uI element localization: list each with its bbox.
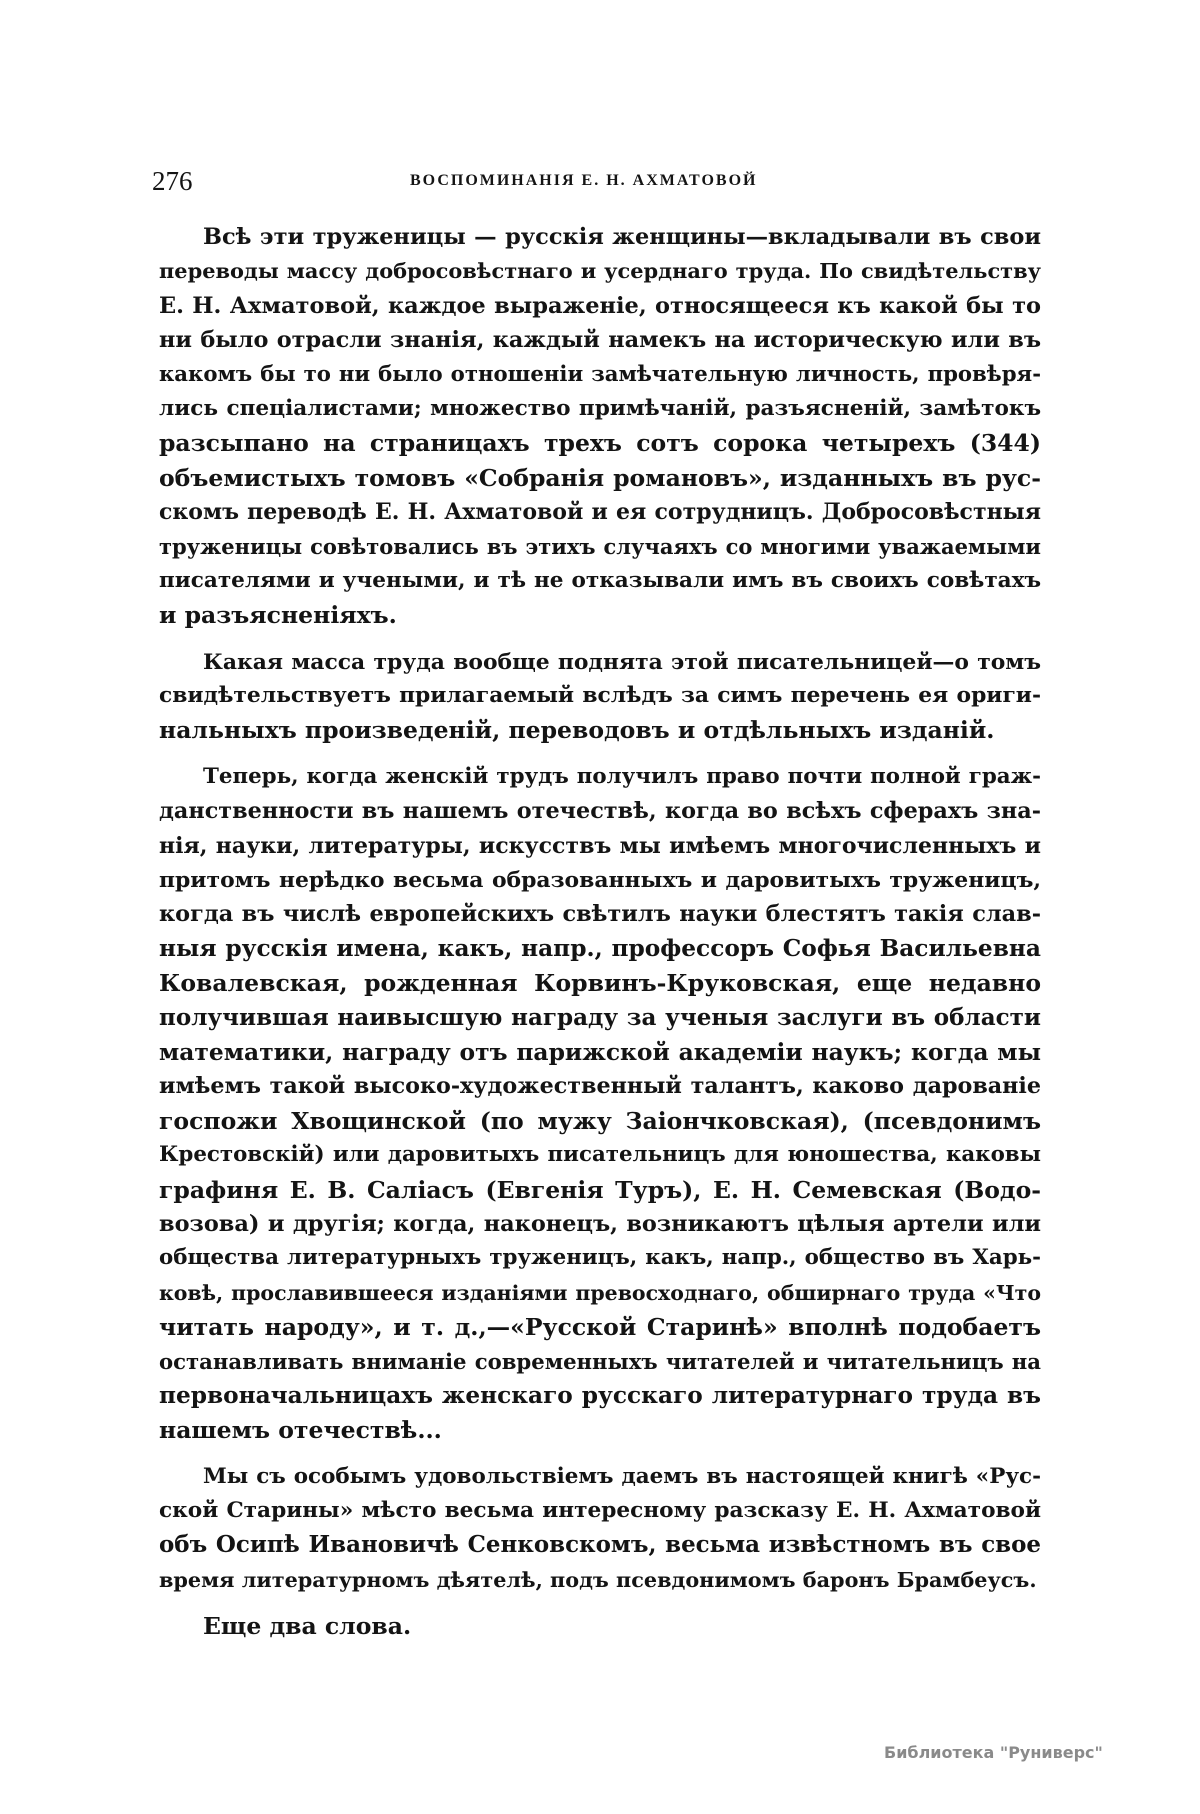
text-line: притомъ нерѣдко весьма образованныхъ и даровитыхъ труженицъ, (159, 867, 1041, 894)
text-line: ни было отрасли знанія, каждый намекъ на историческую или въ (159, 327, 1041, 354)
text-line: объ Осипѣ Ивановичѣ Сенковскомъ, весьма извѣстномъ въ свое (159, 1531, 1041, 1559)
running-head: ВОСПОМИНАНІЯ Е. Н. АХМАТОВОЙ (410, 172, 758, 189)
text-line: нальныхъ произведеній, переводовъ и отдѣльныхъ изданій. (159, 716, 995, 745)
text-line: труженицы совѣтовались въ этихъ случаяхъ со многими уважаемыми (159, 533, 1041, 559)
text-line: нія, науки, литературы, искусствъ мы имѣемъ многочисленныхъ и (159, 832, 1041, 859)
text-line: Какая масса труда вообще поднята этой писательницей—о томъ (203, 648, 1041, 675)
library-watermark: Библиотека "Руниверс" (884, 1743, 1103, 1762)
text-line: писателями и учеными, и тѣ не отказывали имъ въ своихъ совѣтахъ (159, 567, 1041, 593)
text-line: госпожи Хвощинской (по мужу Заіончковская), (псевдонимъ (159, 1106, 1041, 1135)
text-line: имѣемъ такой высоко-художественный талантъ, каково дарованіе (159, 1073, 1041, 1100)
text-line: графиня Е. В. Саліасъ (Евгенія Туръ), Е. Н. Семевская (Водо- (159, 1175, 1041, 1204)
text-line: скомъ переводѣ Е. Н. Ахматовой и ея сотрудницъ. Добросовѣстныя (159, 499, 1041, 526)
text-line: Теперь, когда женскій трудъ получилъ право почти полной граж- (203, 763, 1041, 789)
text-line: Крестовскій) или даровитыхъ писательницъ для юношества, каковы (159, 1142, 1041, 1168)
text-line: свидѣтельствуетъ прилагаемый вслѣдъ за симъ перечень ея ориги- (159, 683, 1041, 709)
text-line: время литературномъ дѣятелѣ, подъ псевдонимомъ баронъ Брамбеусъ. (159, 1567, 1037, 1592)
text-line: Ковалевская, рожденная Корвинъ-Круковская, еще недавно (159, 969, 1041, 998)
page-number: 276 (152, 166, 193, 196)
paragraph (159, 760, 1041, 1448)
text-line: Е. Н. Ахматовой, каждое выраженіе, относящееся къ какой бы то (159, 292, 1041, 319)
paragraph (159, 1460, 1041, 1598)
text-line: останавливать вниманіе современныхъ читателей и читательницъ на (159, 1348, 1041, 1374)
text-line: первоначальницахъ женскаго русскаго литературнаго труда въ (159, 1381, 1041, 1409)
text-line: какомъ бы то ни было отношеніи замѣчательную личность, провѣря- (159, 361, 1041, 387)
paragraph (159, 1609, 1041, 1643)
text-line: получившая наивысшую награду за ученыя заслуги въ области (159, 1003, 1041, 1031)
text-line: возова) и другія; когда, наконецъ, возникаютъ цѣлыя артели или (159, 1210, 1041, 1237)
text-line: переводы массу добросовѣстнаго и усерднаго труда. По свидѣтельству (159, 258, 1041, 284)
text-line: разсыпано на страницахъ трехъ сотъ сорока четырехъ (344) (159, 429, 1041, 458)
paragraph (159, 645, 1041, 748)
text-line: Мы съ особымъ удовольствіемъ даемъ въ настоящей книгѣ «Рус- (203, 1463, 1041, 1489)
text-line: читать народу», и т. д.,—«Русской Старинѣ» вполнѣ подобаетъ (159, 1313, 1041, 1342)
text-line: и разъясненіяхъ. (159, 601, 397, 630)
text-line: объемистыхъ томовъ «Собранія романовъ», изданныхъ въ рус- (159, 463, 1041, 492)
text-line: ныя русскія имена, какъ, напр., профессоръ Софья Васильевна (159, 934, 1041, 962)
paragraph (159, 220, 1041, 633)
text-line: нашемъ отечествѣ... (159, 1416, 442, 1445)
text-line: данственности въ нашемъ отечествѣ, когда во всѣхъ сферахъ зна- (159, 798, 1041, 825)
text-line: ковѣ, прославившееся изданіями превосходнаго, обширнаго труда «Что (159, 1280, 1041, 1305)
text-line: когда въ числѣ европейскихъ свѣтилъ науки блестятъ такія слав- (159, 901, 1041, 928)
text-line: математики, награду отъ парижской академіи наукъ; когда мы (159, 1037, 1041, 1066)
text-line: Еще два слова. (203, 1612, 412, 1641)
text-line: лись спеціалистами; множество примѣчаній, разъясненій, замѣтокъ (159, 395, 1041, 421)
page-header (152, 166, 1047, 206)
text-line: общества литературныхъ труженицъ, какъ, напр., общество въ Харь- (159, 1245, 1041, 1271)
text-line: ской Старины» мѣсто весьма интересному разсказу Е. Н. Ахматовой (159, 1498, 1041, 1524)
text-line: Всѣ эти труженицы — русскія женщины—вкладывали въ свои (203, 224, 1041, 250)
text-body (159, 220, 1041, 1656)
